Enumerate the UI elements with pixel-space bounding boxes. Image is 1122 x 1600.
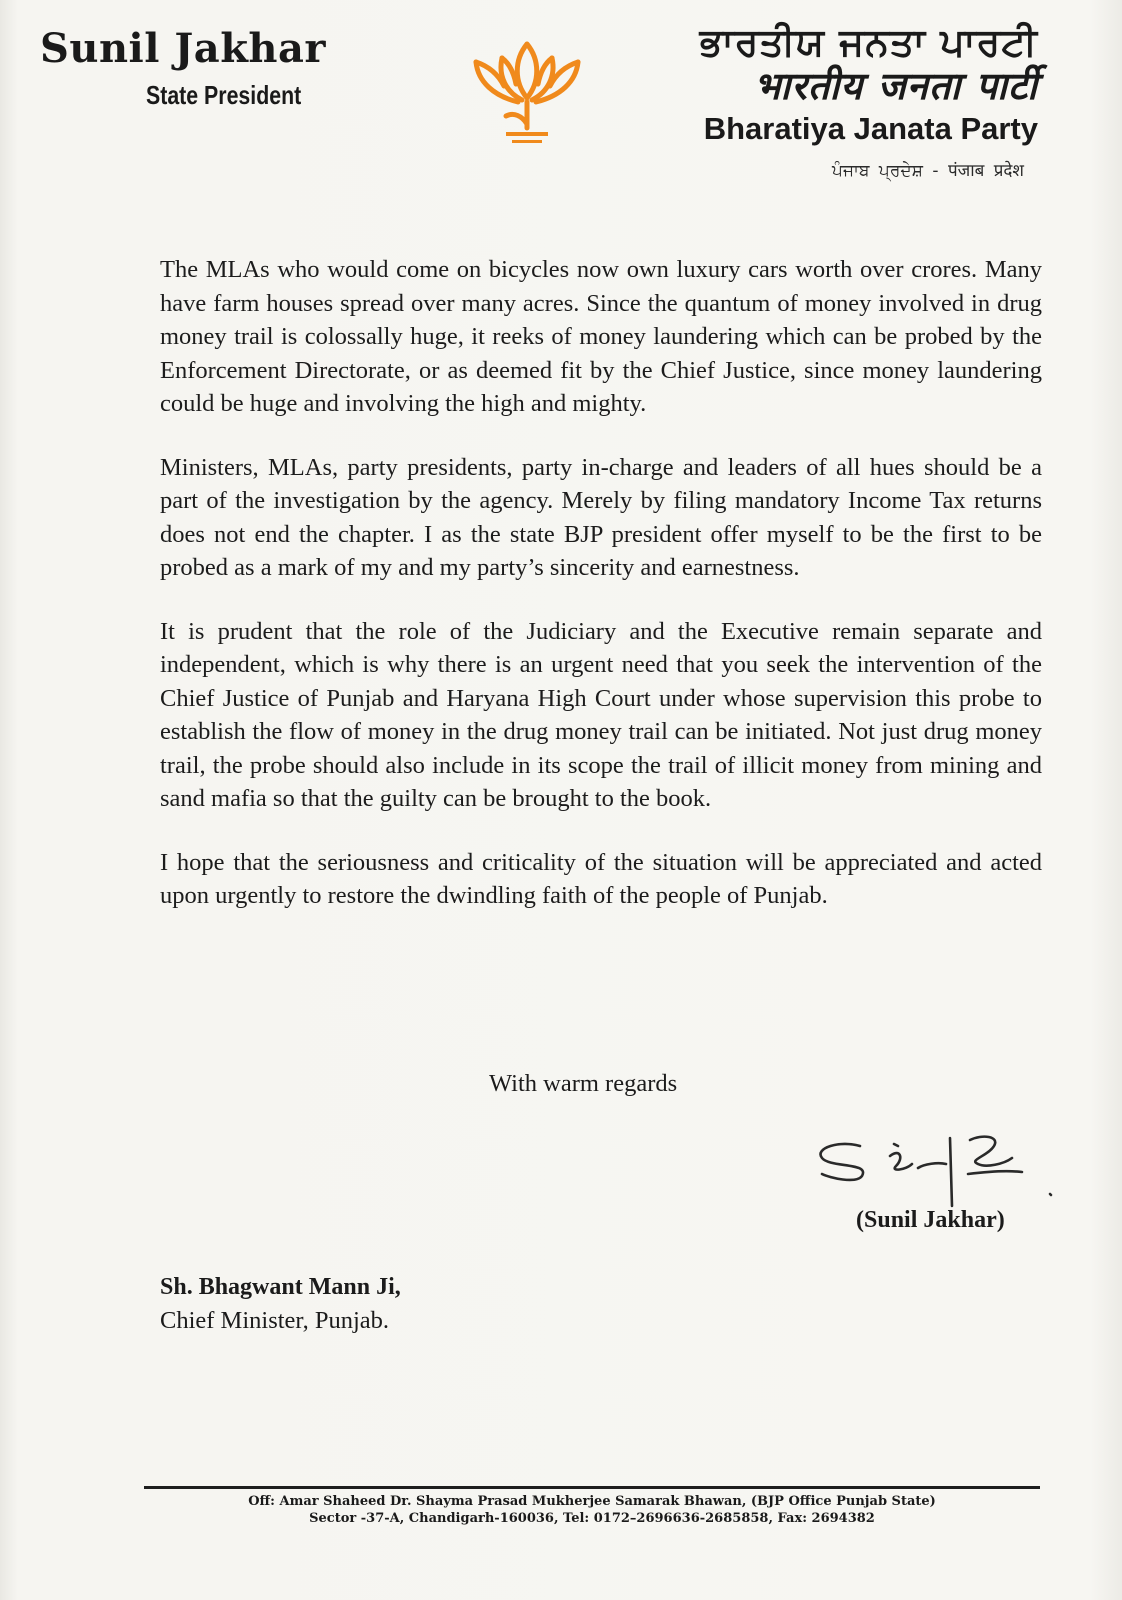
letter-body (160, 253, 1042, 943)
state-unit-line: ਪੰਜਾਬ ਪ੍ਰਦੇਸ਼ - पंजाब प्रदेश (831, 161, 1024, 181)
paragraph-4: I hope that the seriousness and criticality of the situation will be appreciated and acted upon urgently to restore the dwindling faith of the people of Punjab. (160, 848, 1042, 909)
addressee-name: Sh. Bhagwant Mann Ji, (160, 1274, 401, 1300)
addressee-title: Chief Minister, Punjab. (160, 1307, 390, 1334)
footer-address (144, 1493, 1040, 1527)
closing-line: With warm regards (489, 1070, 678, 1097)
addressee-block (160, 1270, 401, 1338)
paragraph-3: It is prudent that the role of the Judiciary and the Executive remain separate and independent, which is why there is an urgent need that you seek the intervention of the Chief Justice of Punjab and Haryana High Court under whose supervision this probe to establish the flow of money in the drug money trail can be initiated. Not just drug money trail, the probe should also include in its scope the trail of illicit money from mining and sand mafia so that the guilty can be brought to the book. (160, 617, 1042, 812)
letterhead-name: Sunil Jakhar (40, 25, 326, 72)
footer-divider (144, 1486, 1040, 1489)
letterhead-right (700, 20, 1038, 181)
letterhead-role: State President (146, 80, 302, 110)
party-name-hindi: भारतीय जनता पार्टी (753, 64, 1038, 108)
paragraph-1: The MLAs who would come on bicycles now own luxury cars worth over crores. Many have farm houses spread over many acres. Since the quantum of money involved in drug money trail is colossally huge, it reeks of money laundering which can be probed by the Enforcement Directorate, or as deemed fit by the Chief Justice, since money laundering could be huge and involving the high and mighty. (160, 256, 1042, 417)
signature-icon (800, 1118, 1060, 1208)
lotus-icon (462, 32, 592, 152)
letterhead-left (40, 26, 335, 111)
footer-line-1: Off: Amar Shaheed Dr. Shayma Prasad Mukherjee Samarak Bhawan, (BJP Office Punjab State) (248, 1494, 936, 1509)
party-name-english: Bharatiya Janata Party (703, 111, 1038, 146)
footer-line-2: Sector -37-A, Chandigarh-160036, Tel: 0172–2696636-2685858, Fax: 2694382 (309, 1511, 875, 1526)
signatory-name: (Sunil Jakhar) (856, 1207, 1005, 1233)
paragraph-2: Ministers, MLAs, party presidents, party in-charge and leaders of all hues should be a part of the investigation by the agency. Merely by filing mandatory Income Tax returns does not end the chapter. I as the state BJP president offer myself to be the first to be probed as a mark of my and my party’s sincerity and earnestness. (160, 453, 1042, 581)
party-name-punjabi: ਭਾਰਤੀਯ ਜਨਤਾ ਪਾਰਟੀ (699, 20, 1038, 64)
